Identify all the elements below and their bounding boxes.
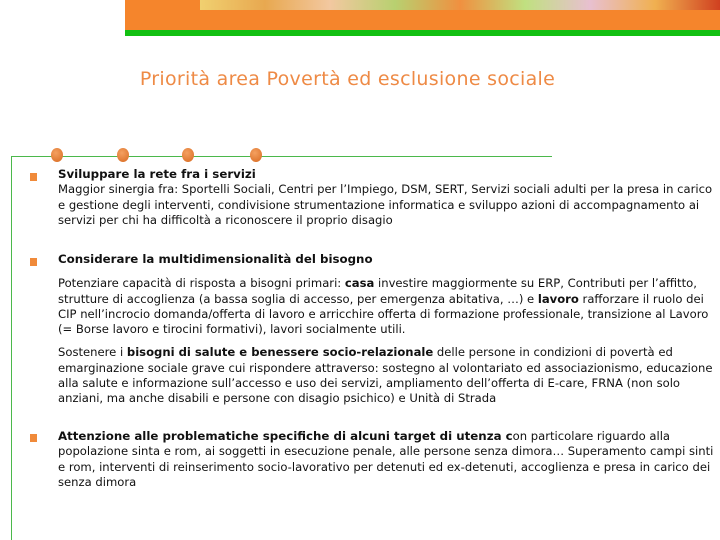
bullet-icon	[30, 173, 37, 181]
bullet-icon	[30, 434, 37, 442]
decorative-dot	[182, 148, 194, 162]
emphasis-casa: casa	[344, 276, 375, 291]
item-paragraph-2	[58, 345, 718, 406]
header-photo-strip	[200, 0, 720, 10]
item-body: on particolare riguardo alla popolazione sinta e rom, ai soggetti in esecuzione penale, alle persone senza dimora… Superamento campi sinti e rom, interventi di reinserimento socio-lavorativo per detenuti ed ex-detenuti, accoglienza e presa in carico dei senza dimora	[58, 429, 714, 489]
item-heading: Considerare la multidimensionalità del bisogno	[58, 252, 373, 266]
text: Potenziare capacità di risposta a bisogni primari:	[58, 276, 345, 291]
text: rafforzare il ruolo dei CIP nell’incrocio domanda/offerta di lavoro e arricchire offerta di formazione professionale, transizione al Lavoro (= Borse lavoro e tirocini formativi), lavori socialmente utili.	[58, 291, 709, 337]
text: investire maggiormente su ERP, Contributi per l’affitto, strutture di accoglienza (a bassa soglia di accesso, per emergenza abitativa, …) e	[58, 276, 697, 306]
slide-title: Priorità area Povertà ed esclusione sociale	[139, 68, 556, 90]
decorative-dot	[250, 148, 262, 162]
text: Sostenere i	[58, 345, 127, 360]
emphasis: bisogni di salute e benessere socio-relazionale	[126, 345, 434, 360]
text: delle persone in condizioni di povertà ed emarginazione sociale grave cui rispondere attraverso: sostegno al volontariato ed associazionismo, educazione alla salute e informazione sull’accesso e uso dei servizi, ampliamento dell’offerta di E-care, FRNA (non solo anziani, ma anche disabili e persone con disagio psichico) e Unità di Strada	[58, 345, 713, 406]
header-green-stripe	[125, 30, 720, 36]
item-heading: Attenzione alle problematiche specifiche di alcuni target di utenza c	[58, 429, 513, 443]
frame-horizontal-line	[11, 156, 552, 157]
item-1	[58, 167, 718, 228]
decorative-dot	[51, 148, 63, 162]
item-paragraph-1	[58, 276, 718, 337]
item-body: Maggior sinergia fra: Sportelli Sociali, Centri per l’Impiego, DSM, SERT, Servizi sociali adulti per la presa in carico e gestione degli interventi, condivisione strumentazione informatica e sviluppo azioni di accompagnamento ai servizi per chi ha difficoltà a riconoscere il proprio disagio	[58, 182, 713, 227]
emphasis-lavoro: lavoro	[537, 291, 579, 306]
decorative-dot	[117, 148, 129, 162]
frame-vertical-line	[11, 156, 12, 540]
item-2	[58, 252, 718, 407]
item-heading: Sviluppare la rete fra i servizi	[58, 167, 256, 181]
item-3	[58, 429, 718, 490]
bullet-icon	[30, 258, 37, 266]
